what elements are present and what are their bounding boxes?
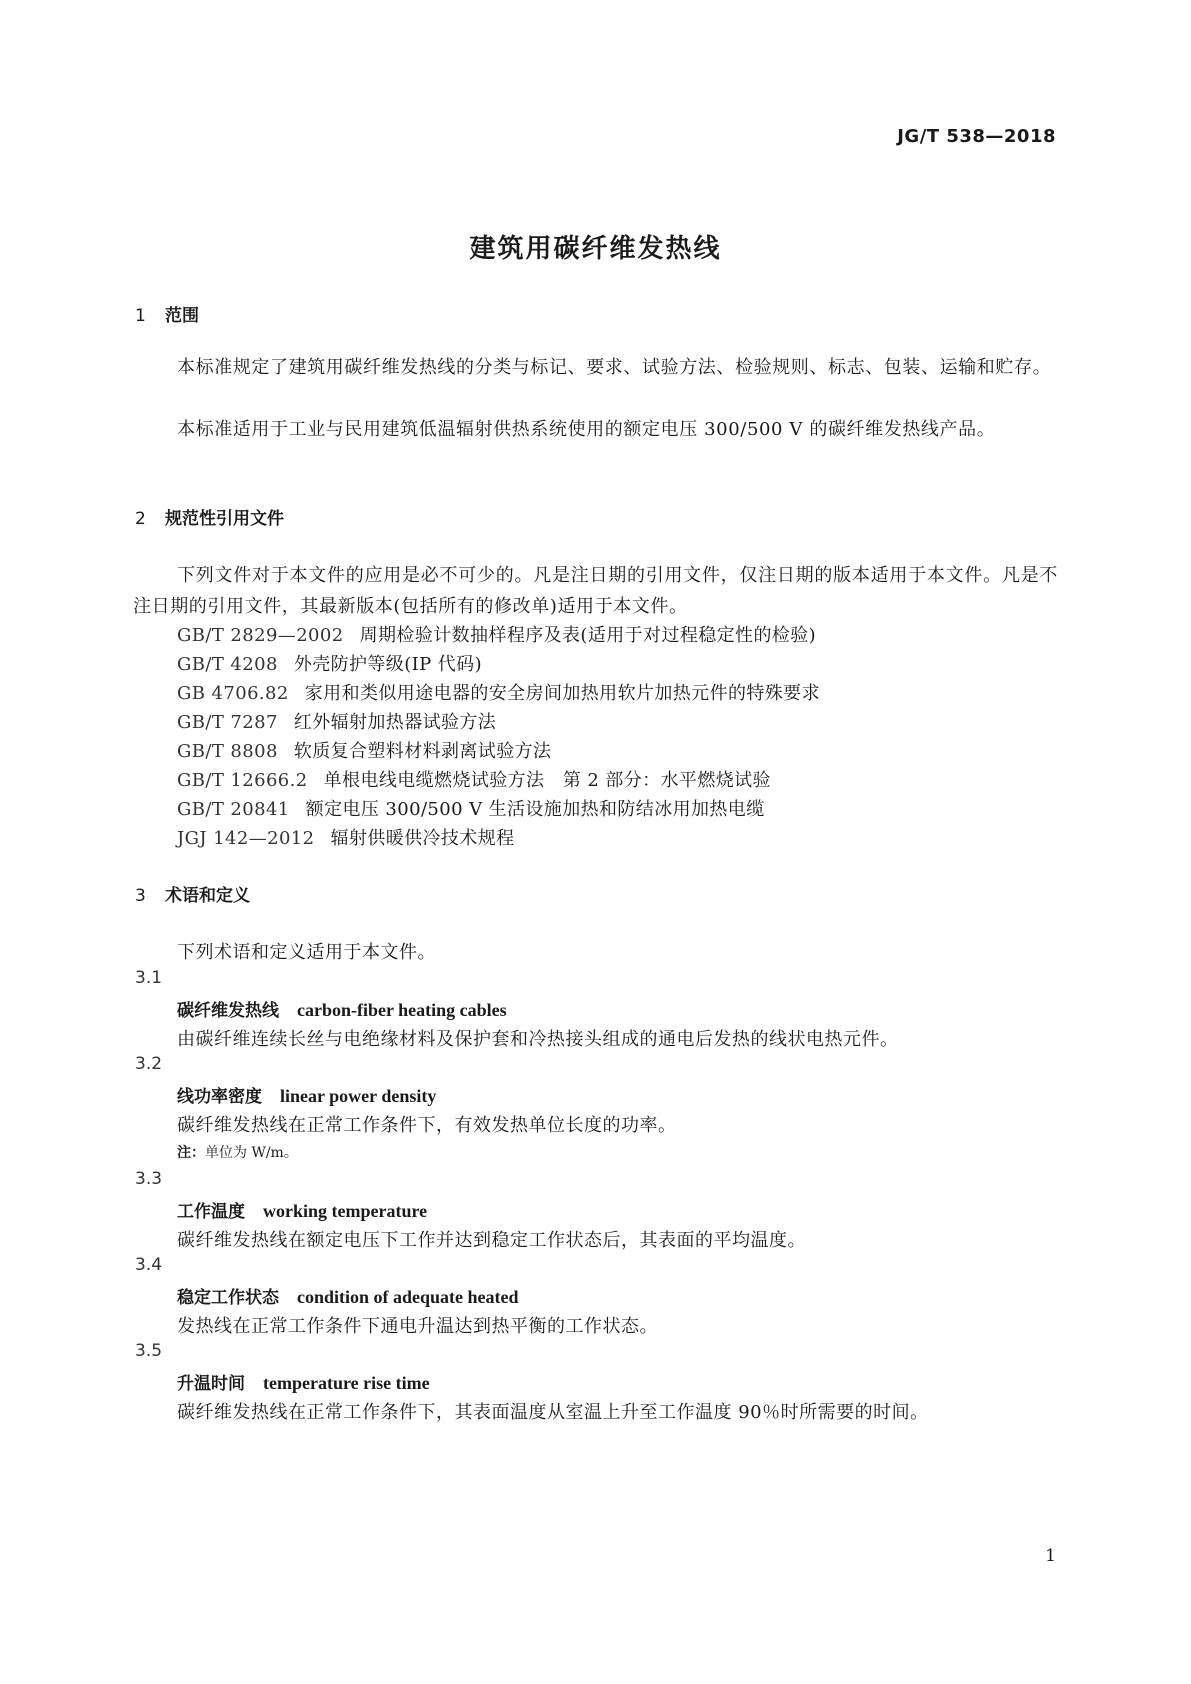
reference-code: GB/T 7287	[177, 712, 278, 733]
term-zh: 升温时间	[177, 1374, 245, 1394]
section-heading-normative-references	[135, 504, 284, 529]
section-title: 规范性引用文件	[165, 509, 284, 529]
section-title: 术语和定义	[165, 886, 250, 906]
reference-item	[177, 621, 816, 647]
section-number: 2	[135, 509, 146, 529]
scope-paragraph-1: 本标准规定了建筑用碳纤维发热线的分类与标记、要求、试验方法、检验规则、标志、包装、运输和贮存。	[177, 357, 1052, 378]
term-zh: 碳纤维发热线	[177, 1001, 279, 1021]
term-en: condition of adequate heated	[297, 1287, 519, 1307]
page-number: 1	[1045, 1546, 1056, 1566]
reference-name: 周期检验计数抽样程序及表(适用于对过程稳定性的检验)	[359, 625, 817, 646]
reference-name: 红外辐射加热器试验方法	[293, 712, 497, 733]
section-title: 范围	[165, 306, 199, 326]
term-note	[177, 1142, 298, 1162]
section-heading-scope	[135, 301, 199, 326]
references-intro: 下列文件对于本文件的应用是必不可少的。凡是注日期的引用文件，仅注日期的版本适用于本文件。凡是不注日期的引用文件，其最新版本(包括所有的修改单)适用于本文件。	[133, 565, 1058, 617]
term-zh: 稳定工作状态	[177, 1288, 279, 1308]
standard-code: JG/T 538—2018	[897, 126, 1056, 147]
reference-code: JGJ 142—2012	[177, 828, 315, 849]
reference-code: GB/T 20841	[177, 799, 290, 820]
note-text: 单位为 W/m。	[205, 1145, 298, 1161]
term-en: working temperature	[263, 1201, 428, 1221]
term-title	[177, 996, 507, 1021]
term-en: carbon-fiber heating cables	[297, 1000, 507, 1020]
section-number: 3	[135, 886, 146, 906]
term-number: 3.3	[135, 1169, 163, 1189]
term-title	[177, 1369, 430, 1394]
reference-name: 辐射供暖供冷技术规程	[330, 828, 515, 849]
term-zh: 线功率密度	[177, 1087, 262, 1107]
reference-item	[177, 737, 551, 763]
reference-code: GB/T 2829—2002	[177, 625, 344, 646]
reference-item	[177, 679, 820, 705]
reference-item	[177, 795, 765, 821]
reference-name: 软质复合塑料材料剥离试验方法	[293, 741, 552, 762]
reference-code: GB 4706.82	[177, 683, 289, 704]
term-title	[177, 1197, 427, 1222]
term-definition: 由碳纤维连续长丝与电绝缘材料及保护套和冷热接头组成的通电后发热的线状电热元件。	[177, 1029, 899, 1050]
term-number: 3.4	[135, 1255, 163, 1275]
term-definition: 碳纤维发热线在正常工作条件下，有效发热单位长度的功率。	[177, 1115, 677, 1136]
term-title	[177, 1283, 519, 1308]
term-number: 3.1	[135, 968, 163, 988]
reference-name: 额定电压 300/500 V 生活设施加热和防结冰用加热电缆	[305, 799, 765, 820]
reference-name: 外壳防护等级(IP 代码)	[293, 654, 482, 675]
term-number: 3.5	[135, 1341, 163, 1361]
term-number: 3.2	[135, 1054, 163, 1074]
term-zh: 工作温度	[177, 1202, 245, 1222]
term-definition: 发热线在正常工作条件下通电升温达到热平衡的工作状态。	[177, 1316, 658, 1337]
terms-intro: 下列术语和定义适用于本文件。	[177, 942, 436, 963]
reference-item	[177, 650, 482, 676]
note-label: 注：	[177, 1145, 205, 1161]
reference-item	[177, 824, 515, 850]
section-heading-terms	[135, 881, 250, 906]
reference-code: GB/T 12666.2	[177, 770, 308, 791]
section-number: 1	[135, 306, 146, 326]
scope-paragraph-2: 本标准适用于工业与民用建筑低温辐射供热系统使用的额定电压 300/500 V 的碳纤维发热线产品。	[177, 419, 996, 440]
document-title: 建筑用碳纤维发热线	[469, 234, 722, 264]
term-definition: 碳纤维发热线在正常工作条件下，其表面温度从室温上升至工作温度 90％时所需要的时间。	[177, 1402, 929, 1423]
reference-item	[177, 766, 771, 792]
reference-item	[177, 708, 496, 734]
reference-code: GB/T 8808	[177, 741, 278, 762]
term-title	[177, 1082, 436, 1107]
reference-name: 家用和类似用途电器的安全房间加热用软片加热元件的特殊要求	[304, 683, 820, 704]
term-en: temperature rise time	[263, 1373, 430, 1393]
reference-code: GB/T 4208	[177, 654, 278, 675]
term-en: linear power density	[280, 1086, 437, 1106]
term-definition: 碳纤维发热线在额定电压下工作并达到稳定工作状态后，其表面的平均温度。	[177, 1230, 806, 1251]
reference-name: 单根电线电缆燃烧试验方法 第 2 部分：水平燃烧试验	[323, 770, 771, 791]
